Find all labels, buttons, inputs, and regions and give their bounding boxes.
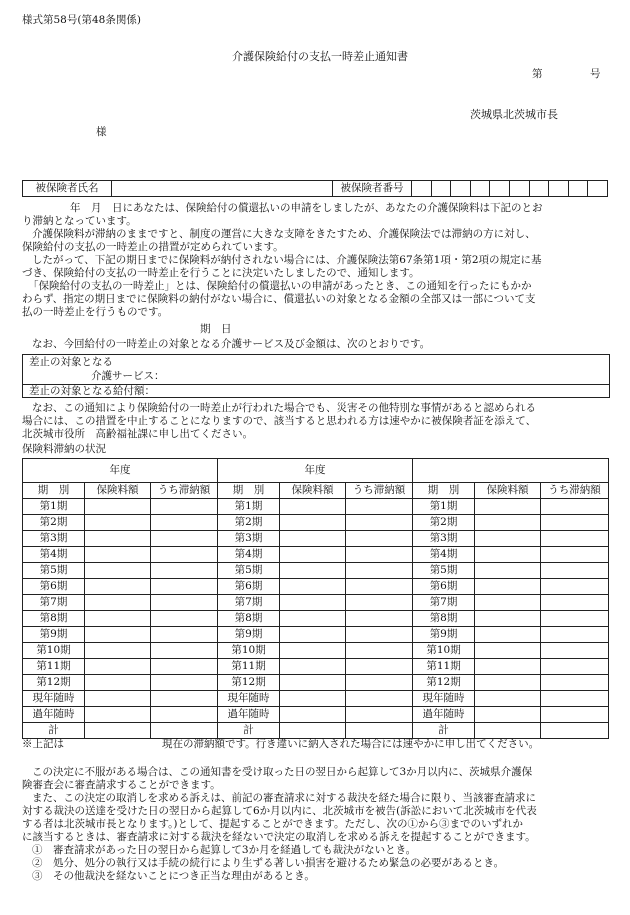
period-label: 現年随時 (413, 691, 475, 707)
insured-number-digit (549, 181, 569, 197)
premium-cell (85, 691, 151, 707)
arrears-cell (541, 659, 609, 675)
target-amount-label: 差止の対象となる給付額： (29, 385, 155, 397)
premium-cell (85, 499, 151, 515)
premium-cell (475, 643, 541, 659)
period-label: 第12期 (413, 675, 475, 691)
col-period: 期 別 (413, 483, 475, 499)
arrears-row (23, 531, 609, 547)
year-cell: 年度 (218, 459, 413, 483)
target-service-label: 介護サービス： (91, 370, 165, 382)
insured-number-digit (431, 181, 451, 197)
premium-cell (475, 579, 541, 595)
arrears-cell (346, 659, 413, 675)
insured-number-label: 被保険者番号 (333, 181, 412, 197)
insured-number-digit (509, 181, 529, 197)
issuer: 茨城県北茨城市長 (470, 108, 558, 121)
col-premium: 保険料額 (280, 483, 346, 499)
arrears-row (23, 691, 609, 707)
number-suffix: 号 (590, 68, 601, 80)
arrears-cell (346, 643, 413, 659)
premium-cell (475, 691, 541, 707)
arrears-cell (151, 515, 218, 531)
period-label: 第4期 (23, 547, 85, 563)
appeal-item: ① 審査請求があった日の翌日から起算して3か月を経過しても裁決がないとき。 (32, 844, 417, 856)
premium-cell (475, 547, 541, 563)
period-label: 第11期 (218, 659, 280, 675)
period-label: 第12期 (23, 675, 85, 691)
premium-cell (85, 707, 151, 723)
arrears-cell (346, 547, 413, 563)
premium-cell (475, 563, 541, 579)
premium-cell (85, 659, 151, 675)
number-label: 第 (532, 68, 543, 80)
period-label: 第5期 (23, 563, 85, 579)
arrears-cell (541, 691, 609, 707)
premium-cell (85, 643, 151, 659)
period-label: 現年随時 (218, 691, 280, 707)
insured-info-table (22, 180, 608, 197)
premium-cell (475, 723, 541, 739)
period-label: 第10期 (218, 643, 280, 659)
arrears-row (23, 675, 609, 691)
target-box (22, 354, 610, 398)
arrears-cell (541, 643, 609, 659)
footnote-text: 現在の滞納額です。行き違いに納入された場合には速やかに申し出てください。 (162, 738, 540, 750)
period-label: 第9期 (218, 627, 280, 643)
premium-cell (280, 499, 346, 515)
arrears-cell (541, 531, 609, 547)
arrears-cell (541, 563, 609, 579)
period-label: 第3期 (413, 531, 475, 547)
premium-cell (280, 643, 346, 659)
arrears-cell (151, 499, 218, 515)
recipient-suffix: 様 (96, 126, 107, 138)
period-label: 過年随時 (413, 707, 475, 723)
premium-cell (85, 675, 151, 691)
arrears-row (23, 595, 609, 611)
appeal-items (22, 844, 608, 883)
arrears-cell (346, 691, 413, 707)
arrears-cell (541, 499, 609, 515)
target-line-1: 差止の対象となる (29, 356, 113, 368)
arrears-cell (346, 499, 413, 515)
arrears-row (23, 627, 609, 643)
insured-number-digit (588, 181, 608, 197)
premium-cell (280, 707, 346, 723)
arrears-cell (346, 707, 413, 723)
arrears-cell (151, 579, 218, 595)
period-label: 第10期 (23, 643, 85, 659)
form-number: 様式第58号(第48条関係) (22, 14, 141, 26)
col-premium: 保険料額 (85, 483, 151, 499)
arrears-row (23, 643, 609, 659)
period-label: 第2期 (218, 515, 280, 531)
premium-cell (280, 659, 346, 675)
document-title: 介護保険給付の支払一時差止通知書 (232, 50, 408, 63)
period-label: 第8期 (413, 611, 475, 627)
period-label: 第2期 (23, 515, 85, 531)
premium-cell (85, 547, 151, 563)
arrears-cell (151, 723, 218, 739)
period-label: 第4期 (413, 547, 475, 563)
insured-number-digit (529, 181, 549, 197)
arrears-row (23, 547, 609, 563)
arrears-cell (346, 563, 413, 579)
premium-cell (85, 611, 151, 627)
premium-cell (475, 595, 541, 611)
premium-cell (85, 627, 151, 643)
arrears-heading: 保険料滞納の状況 (22, 443, 106, 455)
period-label: 第7期 (218, 595, 280, 611)
period-label: 計 (413, 723, 475, 739)
period-label: 計 (218, 723, 280, 739)
insured-name-value (112, 181, 333, 197)
arrears-cell (346, 579, 413, 595)
arrears-cell (346, 611, 413, 627)
premium-cell (85, 531, 151, 547)
year-header-row (23, 459, 609, 483)
period-label: 第10期 (413, 643, 475, 659)
premium-cell (475, 707, 541, 723)
period-label: 第6期 (23, 579, 85, 595)
col-arrears: うち滞納額 (541, 483, 609, 499)
appeal-paragraph-2: また、この決定の取消しを求める訴えは、前記の審査請求に対する裁決を経た場合に限り、当該審査請求に 対する裁決の送達を受けた日の翌日から起算して6か月以内に、北茨城市を被告(訴訟において北茨城市を代表 する者は北茨城市長となります。)として、提起することができます。ただし、次の①から③までのいずれか に該当するときは、審査請求に対する裁決を経ないで決定の取消しを求める訴えを提起することができます。 (22, 792, 537, 843)
premium-cell (280, 563, 346, 579)
premium-cell (475, 499, 541, 515)
arrears-row (23, 515, 609, 531)
period-label: 第7期 (413, 595, 475, 611)
premium-cell (280, 611, 346, 627)
premium-cell (475, 515, 541, 531)
body-paragraph-4: 「保険給付の支払の一時差止」とは、保険給付の償還払いの申請があったとき、この通知を行ったにもかか わらず、指定の期日までに保険料の納付がない場合に、償還払いの対象となる金額の全部又は一部について支 払の一時差止を行うものです。 (22, 280, 536, 318)
premium-cell (280, 515, 346, 531)
arrears-cell (541, 515, 609, 531)
premium-cell (280, 579, 346, 595)
period-label: 第12期 (218, 675, 280, 691)
period-label: 第7期 (23, 595, 85, 611)
arrears-cell (346, 627, 413, 643)
year-cell: 年度 (23, 459, 218, 483)
notice-paragraph: なお、この通知により保険給付の一時差止が行われた場合でも、災害その他特別な事情があると認められる 場合には、この措置を中止することになりますので、該当すると思われる方は速やかに被保険者証を添えて、 北茨城市役所 高齢福祉課に申し出てください。 (22, 402, 537, 440)
arrears-cell (151, 707, 218, 723)
period-label: 第1期 (218, 499, 280, 515)
premium-cell (280, 595, 346, 611)
arrears-cell (346, 675, 413, 691)
period-label: 第1期 (413, 499, 475, 515)
arrears-row (23, 659, 609, 675)
arrears-cell (541, 723, 609, 739)
appeal-item: ② 処分、処分の執行又は手続の続行により生ずる著しい損害を避けるため緊急の必要があるとき。 (32, 857, 505, 869)
arrears-cell (541, 707, 609, 723)
arrears-cell (151, 675, 218, 691)
period-label: 第6期 (218, 579, 280, 595)
insured-number-digit (470, 181, 490, 197)
column-header-row (23, 483, 609, 499)
insured-number-digit (451, 181, 471, 197)
premium-cell (475, 531, 541, 547)
period-label: 第3期 (23, 531, 85, 547)
premium-cell (280, 627, 346, 643)
premium-cell (85, 563, 151, 579)
arrears-cell (151, 611, 218, 627)
premium-cell (85, 515, 151, 531)
premium-cell (85, 723, 151, 739)
arrears-cell (346, 515, 413, 531)
premium-cell (85, 595, 151, 611)
arrears-cell (151, 595, 218, 611)
deadline-label: 期 日 (200, 323, 232, 335)
period-label: 第11期 (413, 659, 475, 675)
appeal-paragraph-1: この決定に不服がある場合は、この通知書を受け取った日の翌日から起算して3か月以内に、茨城県介護保 険審査会に審査請求することができます。 (22, 766, 533, 791)
arrears-cell (151, 643, 218, 659)
arrears-table (22, 458, 609, 739)
footnote-label: ※上記は (22, 738, 64, 750)
arrears-row (23, 723, 609, 739)
body-paragraph-1: 年 月 日にあなたは、保険給付の償還払いの申請をしましたが、あなたの介護保険料は下記のとお り滞納となっています。 (22, 202, 543, 227)
period-label: 計 (23, 723, 85, 739)
premium-cell (475, 659, 541, 675)
insured-number-digit (568, 181, 588, 197)
premium-cell (280, 547, 346, 563)
arrears-cell (151, 627, 218, 643)
arrears-cell (151, 531, 218, 547)
col-arrears: うち滞納額 (346, 483, 413, 499)
period-label: 第5期 (218, 563, 280, 579)
premium-cell (475, 627, 541, 643)
period-label: 第2期 (413, 515, 475, 531)
period-label: 過年随時 (218, 707, 280, 723)
insured-name-label: 被保険者氏名 (23, 181, 112, 197)
period-label: 第3期 (218, 531, 280, 547)
period-label: 第4期 (218, 547, 280, 563)
premium-cell (280, 531, 346, 547)
premium-cell (85, 579, 151, 595)
period-label: 第9期 (23, 627, 85, 643)
arrears-row (23, 499, 609, 515)
insured-number-digit (490, 181, 510, 197)
arrears-cell (541, 675, 609, 691)
arrears-cell (541, 579, 609, 595)
arrears-cell (151, 691, 218, 707)
arrears-cell (346, 531, 413, 547)
premium-cell (280, 675, 346, 691)
period-label: 過年随時 (23, 707, 85, 723)
arrears-row (23, 563, 609, 579)
col-period: 期 別 (23, 483, 85, 499)
arrears-cell (151, 547, 218, 563)
premium-cell (280, 723, 346, 739)
period-label: 第8期 (218, 611, 280, 627)
arrears-cell (541, 627, 609, 643)
arrears-row (23, 707, 609, 723)
period-label: 現年随時 (23, 691, 85, 707)
col-period: 期 別 (218, 483, 280, 499)
period-label: 第1期 (23, 499, 85, 515)
col-premium: 保険料額 (475, 483, 541, 499)
col-arrears: うち滞納額 (151, 483, 218, 499)
body-paragraph-2: 介護保険料が滞納のままですと、制度の運営に大きな支障をきたすため、介護保険法では滞納の方に対し、 保険給付の支払の一時差止の措置が定められています。 (22, 228, 536, 253)
body-paragraph-3: したがって、下記の期日までに保険料が納付されない場合には、介護保険法第67条第1項・第2項の規定に基 づき、保険給付の支払の一時差止を行うことに決定いたしましたので、通知します。 (22, 254, 542, 279)
premium-cell (280, 691, 346, 707)
period-label: 第11期 (23, 659, 85, 675)
arrears-cell (151, 563, 218, 579)
arrears-cell (541, 611, 609, 627)
arrears-cell (346, 595, 413, 611)
arrears-row (23, 579, 609, 595)
premium-cell (475, 611, 541, 627)
period-label: 第6期 (413, 579, 475, 595)
period-label: 第5期 (413, 563, 475, 579)
arrears-cell (346, 723, 413, 739)
appeal-item: ③ その他裁決を経ないことにつき正当な理由があるとき。 (32, 870, 315, 882)
premium-cell (475, 675, 541, 691)
period-label: 第8期 (23, 611, 85, 627)
arrears-row (23, 611, 609, 627)
year-cell (413, 459, 609, 483)
insured-number-digit (412, 181, 432, 197)
arrears-cell (541, 595, 609, 611)
period-label: 第9期 (413, 627, 475, 643)
body-paragraph-5: なお、今回給付の一時差止の対象となる介護サービス及び金額は、次のとおりです。 (32, 338, 431, 350)
arrears-cell (541, 547, 609, 563)
arrears-cell (151, 659, 218, 675)
